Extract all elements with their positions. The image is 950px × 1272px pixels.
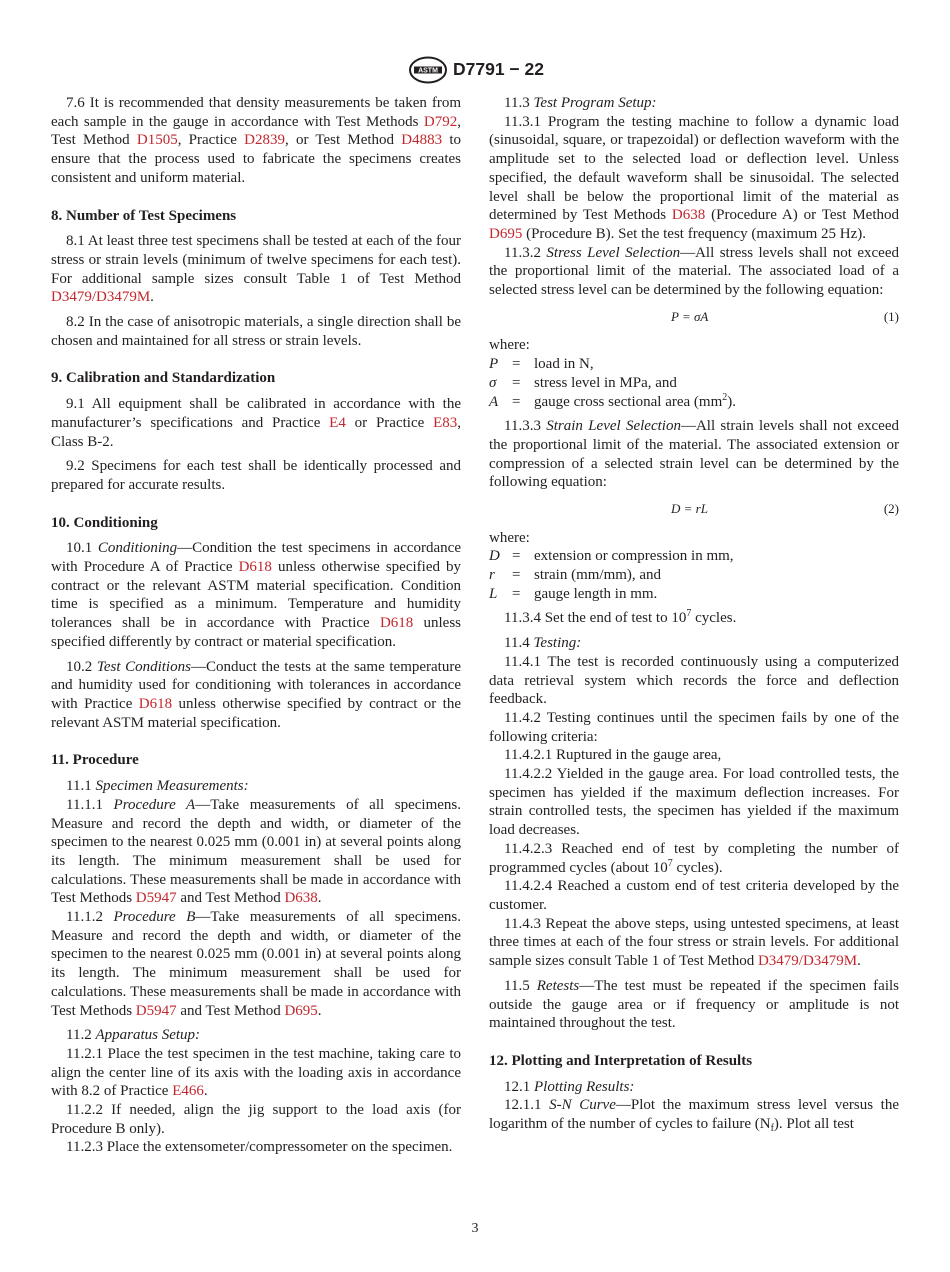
equation-2-number: (2): [883, 501, 899, 516]
paragraph-11-1-2: 11.1.2 Procedure B—Take measurements of all specimens. Measure and record the depth and width, or diameter of the specimen to the nearest 0.025 mm (0.001 in) at several points along its length. The minimum measurement shall be used for calculations. These measurements shall be made in accordance with Test Methods D5947 and Test Method D695.: [51, 909, 461, 1019]
paragraph-11-4-2: 11.4.2 Testing continues until the specimen fails by one of the following criteria:: [489, 709, 899, 745]
paragraph-11-2-1: 11.2.1 Place the test specimen in the test machine, taking care to align the center line of its axis with the loading axis in accordance with 8.2 of Practice E466.: [51, 1045, 461, 1100]
paragraph-8-2: 8.2 In the case of anisotropic materials, a single direction shall be chosen and maintained for all stress or strain levels.: [51, 314, 461, 349]
ref-d5947-link[interactable]: D5947: [135, 1002, 177, 1019]
equation-2-formula: D = rL: [671, 501, 708, 516]
ref-d5947-link[interactable]: D5947: [135, 890, 177, 907]
paragraph-12-1-1: 12.1.1 S-N Curve—Plot the maximum stress level versus the logarithm of the number of cycles to failure $(N_f)$. Plot all test: [489, 1097, 899, 1135]
paragraph-11-2-2: 11.2.2 If needed, align the jig support to the load axis (for Procedure B only).: [51, 1102, 461, 1137]
paragraph-11-4: 11.4 Testing:: [504, 635, 582, 652]
paragraph-11-2: 11.2 Apparatus Setup:: [66, 1027, 201, 1044]
definition-row: P = load in N,: [489, 356, 594, 373]
where-label: where:: [489, 529, 530, 546]
document-designation: D7791 − 22: [453, 59, 544, 79]
ref-e83-link[interactable]: E83: [433, 414, 458, 431]
paragraph-11-5: 11.5 Retests—The test must be repeated if the specimen fails outside the gauge area or if frequency or amplitude is not maintained throughout the test.: [489, 977, 899, 1032]
ref-d638-link[interactable]: D638: [284, 890, 318, 907]
paragraph-11-4-3: 11.4.3 Repeat the above steps, using untested specimens, at least three times at each of the four stress or strain levels. For additional sample sizes consult Table 1 of Test Method D3479/D3479M.: [489, 915, 899, 970]
equation-2: [489, 500, 899, 519]
ref-d3479-link[interactable]: D3479/D3479M: [51, 289, 151, 306]
paragraph-11-3: 11.3 Test Program Setup:: [504, 95, 657, 111]
section-9-heading: 9. Calibration and Standardization: [51, 370, 276, 387]
section-11-heading: 11. Procedure: [51, 752, 139, 769]
ref-d695-link[interactable]: D695: [284, 1002, 318, 1019]
ref-e466-link[interactable]: E466: [172, 1083, 204, 1100]
ref-d695-link[interactable]: D695: [489, 225, 523, 242]
equation-1-formula: P = σA: [671, 308, 709, 324]
ref-d1505-link[interactable]: D1505: [136, 132, 178, 149]
astm-logo-icon: [408, 56, 448, 84]
paragraph-11-3-2: 11.3.2 Stress Level Selection—All stress levels shall not exceed the proportional limit of the material. The associated load of a selected stress level can be determined by the following equation:: [489, 244, 899, 299]
equation-1-definitions: [489, 355, 899, 411]
definition-row: r = strain (mm/mm), and: [489, 567, 662, 584]
paragraph-11-4-2-2: 11.4.2.2 Yielded in the gauge area. For load controlled tests, the specimen has yielded if the maximum deflection increases. For strain controlled tests, the specimen has yielded if the maximum load decreases.: [489, 766, 899, 839]
paragraph-11-4-2-4: 11.4.2.4 Reached a custom end of test criteria developed by the customer.: [489, 878, 899, 913]
paragraph-11-3-4: 11.3.4 Set the end of test to $10^7$ cycles.: [504, 608, 737, 627]
equation-1: [489, 308, 899, 327]
paragraph-12-1: 12.1 Plotting Results:: [504, 1078, 635, 1095]
right-column: [489, 94, 899, 1134]
paragraph-11-3-3: 11.3.3 Strain Level Selection—All strain levels shall not exceed the proportional limit of the material. The associated extension or compression of a selected strain level can be determined by the following equation:: [489, 418, 899, 491]
page-header: [0, 56, 950, 86]
paragraph-8-1: 8.1 At least three test specimens shall be tested at each of the four stress or strain levels (minimum of twelve specimens for each test). For additional sample sizes consult Table 1 of Test Method D3479/D3479M.: [51, 233, 461, 306]
ref-d618-link[interactable]: D618: [238, 559, 272, 576]
ref-d3479-link[interactable]: D3479/D3479M: [757, 953, 858, 970]
paragraph-9-1: 9.1 All equipment shall be calibrated in accordance with the manufacturer’s specifications and Practice E4 or Practice E83, Class B-2.: [51, 396, 461, 450]
ref-d618-link[interactable]: D618: [379, 615, 414, 632]
paragraph-11-4-2-3: 11.4.2.3 Reached end of test by completing the number of programmed cycles (about $10^7$ cycles).: [489, 840, 899, 876]
definition-row: σ = stress level in MPa, and: [489, 374, 677, 391]
paragraph-11-2-3: 11.2.3 Place the extensometer/compressometer on the specimen.: [66, 1139, 453, 1156]
ref-d618-link[interactable]: D618: [138, 695, 173, 712]
ref-d4883-link[interactable]: D4883: [401, 132, 443, 149]
paragraph-11-1: 11.1 Specimen Measurements:: [66, 778, 249, 795]
where-label: where:: [489, 337, 530, 354]
ref-e4-link[interactable]: E4: [329, 414, 346, 431]
definition-row: L = gauge length in mm.: [489, 585, 658, 602]
equation-2-definitions: [489, 547, 899, 603]
section-8-heading: 8. Number of Test Specimens: [51, 207, 237, 224]
paragraph-11-4-2-1: 11.4.2.1 Ruptured in the gauge area,: [504, 747, 722, 764]
paragraph-10-1: 10.1 Conditioning—Condition the test specimens in accordance with Procedure A of Practice D618 unless otherwise specified by contract or the relevant ASTM material specification. Condition time is specified as a minimum. Temperature and humidity tolerances shall be in accordance with Practice D618 unless specified differently by contract or material specification.: [51, 540, 462, 650]
ref-d792-link[interactable]: D792: [423, 113, 458, 130]
section-10-heading: 10. Conditioning: [51, 514, 158, 531]
paragraph-9-2: 9.2 Specimens for each test shall be identically processed and prepared for accurate results.: [51, 458, 461, 493]
definition-row: A = gauge cross sectional area $(mm^2)$.: [489, 391, 737, 410]
paragraph-10-2: 10.2 Test Conditions—Conduct the tests at the same temperature and humidity used for conditioning with tolerances in accordance with Practice D618 unless otherwise specified by contract or the relevant ASTM material specification.: [51, 658, 461, 731]
logo-text: ASTM: [418, 67, 438, 75]
paragraph-11-3-1: 11.3.1 Program the testing machine to follow a dynamic load (sinusoidal, square, or trapezoidal) or deflection waveform with the amplitude set to the selected load or deflection level. Unless specified, the default waveform shall be sinusoidal. The selected level shall be below the proportional limit of the material as determined by Test Methods D638 (Procedure A) or Test Method D695 (Procedure B). Set the test frequency (maximum 25 Hz).: [489, 113, 899, 242]
definition-row: D = extension or compression in mm,: [489, 548, 734, 565]
paragraph-7-6: 7.6 It is recommended that density measurements be taken from each sample in the gauge in accordance with Test Methods D792, Test Method D1505, Practice D2839, or Test Method D4883 to ensure that the process used to fabricate the specimens creates consistent and uniform material.: [51, 95, 461, 186]
ref-d638-link[interactable]: D638: [671, 207, 706, 224]
paragraph-11-1-1: 11.1.1 Procedure A—Take measurements of all specimens. Measure and record the depth and width, or diameter of the specimen to the nearest 0.025 mm (0.001 in) at several points along its length. The minimum measurement shall be used for calculations. These measurements shall be made in accordance with Test Methods D5947 and Test Method D638.: [51, 796, 461, 907]
paragraph-11-4-1: 11.4.1 The test is recorded continuously using a computerized data retrieval system which records the force and deflection feedback.: [489, 653, 899, 708]
ref-d2839-link[interactable]: D2839: [244, 132, 286, 149]
equation-1-number: (1): [883, 308, 899, 324]
section-12-heading: 12. Plotting and Interpretation of Results: [489, 1052, 753, 1069]
page-number: 3: [471, 1221, 479, 1236]
left-column: [51, 94, 461, 1157]
